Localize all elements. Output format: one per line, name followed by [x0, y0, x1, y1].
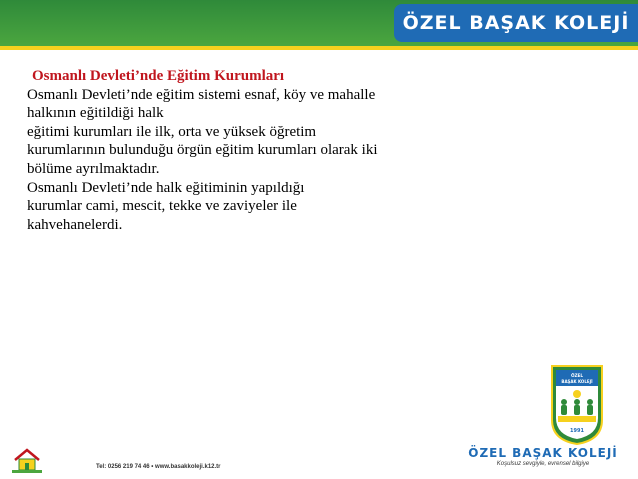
body-line: halkının eğitildiği halk [27, 105, 164, 122]
emblem-top-text-2: BAŞAK KOLEJİ [561, 379, 593, 384]
house-icon [12, 447, 42, 473]
footer-school-name: ÖZEL BAŞAK KOLEJİ [468, 446, 618, 460]
footer-slogan: Koşulsuz sevgiyle, evrensel bilgiye [496, 461, 590, 467]
body-line: kurumlarının bulunduğu örgün eğitim kurumları olarak iki [27, 142, 378, 159]
header-stripe [0, 46, 638, 50]
body-line: kurumlar cami, mescit, tekke ve zaviyeler ile [27, 198, 297, 215]
body-line: eğitimi kurumları ile ilk, orta ve yüksek öğretim [27, 123, 317, 140]
emblem-top-text-1: ÖZEL [570, 373, 584, 378]
header-brand-title: ÖZEL BAŞAK KOLEJİ [402, 12, 630, 34]
footer-logo [468, 446, 618, 467]
body-line: Osmanlı Devleti’nde eğitim sistemi esnaf, köy ve mahalle [27, 86, 376, 103]
footer-contact: Tel: 0256 219 74 46 • www.basakkoleji.k12.tr [96, 464, 221, 470]
header-brand-box [394, 4, 638, 42]
emblem-year: 1991 [570, 428, 584, 434]
slide-content [27, 67, 457, 234]
school-emblem-icon [550, 362, 604, 446]
body-line: Osmanlı Devleti’nde halk eğitiminin yapıldığı [27, 179, 305, 196]
slide-heading: Osmanlı Devleti’nde Eğitim Kurumları [32, 68, 285, 84]
body-line: kahvehanelerdi. [27, 216, 123, 233]
body-line: bölüme ayrılmaktadır. [27, 160, 160, 177]
